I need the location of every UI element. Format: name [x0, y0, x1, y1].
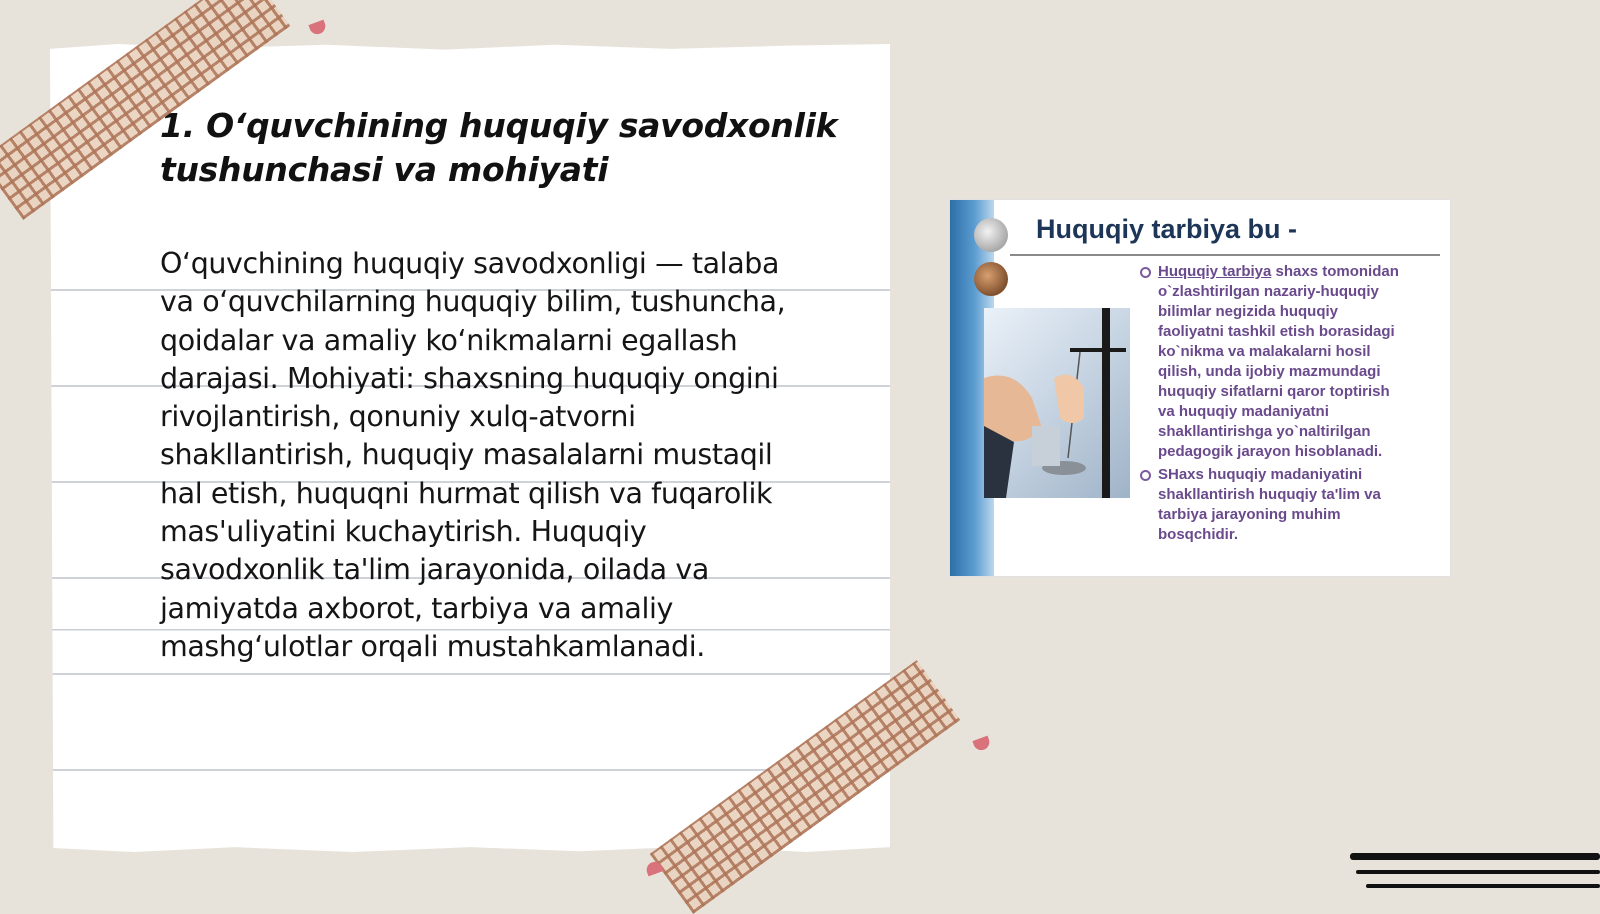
bullet-line: o`zlashtirilgan nazariy-huquqiy — [1158, 283, 1379, 300]
title-line: tushunchasi va mohiyati — [160, 150, 609, 189]
marker-stroke — [1356, 870, 1600, 874]
bullet-line: pedagogik jarayon hisoblanadi. — [1158, 443, 1383, 460]
bullet-line: shaxs tomonidan — [1271, 263, 1399, 280]
ruled-line — [50, 673, 890, 675]
list-item — [1140, 465, 1440, 545]
body-line: qoidalar va amaliy ko‘nikmalarni egallash — [160, 323, 738, 357]
title-line: 1. O‘quvchining huquqiy savodxonlik — [160, 106, 838, 145]
tape-tip — [972, 736, 991, 753]
body-line: hal etish, huquqni hurmat qilish va fuqarolik — [160, 476, 773, 510]
inset-bullet-list — [1140, 262, 1440, 548]
scales-illustration — [984, 308, 1130, 498]
bullet-line: va huquqiy madaniyatni — [1158, 403, 1329, 420]
scales-of-justice-photo — [984, 308, 1130, 498]
bullet-line: qilish, unda ijobiy mazmundagi — [1158, 363, 1381, 380]
list-item — [1140, 262, 1440, 462]
marker-stroke — [1366, 884, 1600, 888]
page-title — [160, 104, 860, 192]
body-line: jamiyatda axborot, tarbiya va amaliy — [160, 591, 674, 625]
body-line: savodxonlik ta'lim jarayonida, oilada va — [160, 553, 709, 587]
body-line: darajasi. Mohiyati: shaxsning huquqiy ongini — [160, 361, 779, 395]
tape-tip — [308, 20, 327, 37]
body-line: shakllantirish, huquqiy masalalarni mustaqil — [160, 438, 773, 472]
bullet-line: ko`nikma va malakalarni hosil — [1158, 343, 1371, 360]
embedded-slide-image — [950, 200, 1450, 576]
bullet-line: SHaxs huquqiy madaniyatini — [1158, 466, 1363, 483]
tools-icon — [974, 218, 1008, 252]
bullet-line: tarbiya jarayoning muhim — [1158, 506, 1341, 523]
inset-title: Huquqiy tarbiya bu - — [1036, 214, 1298, 244]
bullet-line: faoliyatni tashkil etish borasidagi — [1158, 323, 1395, 340]
person-icon — [974, 262, 1008, 296]
bullet-line: shakllantirishga yo`naltirilgan — [1158, 423, 1371, 440]
body-line: mas'uliyatini kuchaytirish. Huquqiy — [160, 515, 647, 549]
body-line: mashg‘ulotlar orqali mustahkamlanadi. — [160, 629, 705, 663]
bullet-line: huquqiy sifatlarni qaror toptirish — [1158, 383, 1390, 400]
inset-divider — [1010, 254, 1440, 256]
body-line: O‘quvchining huquqiy savodxonligi — talaba — [160, 247, 780, 280]
body-paragraph — [160, 245, 850, 666]
bullet-line: bosqchidir. — [1158, 526, 1239, 543]
body-line: rivojlantirish, qonuniy xulq-atvorni — [160, 400, 636, 434]
bullet-line: shakllantirish huquqiy ta'lim va — [1158, 486, 1381, 503]
marker-stroke — [1350, 853, 1600, 860]
term-link[interactable]: Huquqiy tarbiya — [1158, 263, 1272, 280]
body-line: va o‘quvchilarning huquqiy bilim, tushuncha, — [160, 285, 786, 319]
bullet-line: bilimlar negizida huquqiy — [1158, 303, 1339, 320]
